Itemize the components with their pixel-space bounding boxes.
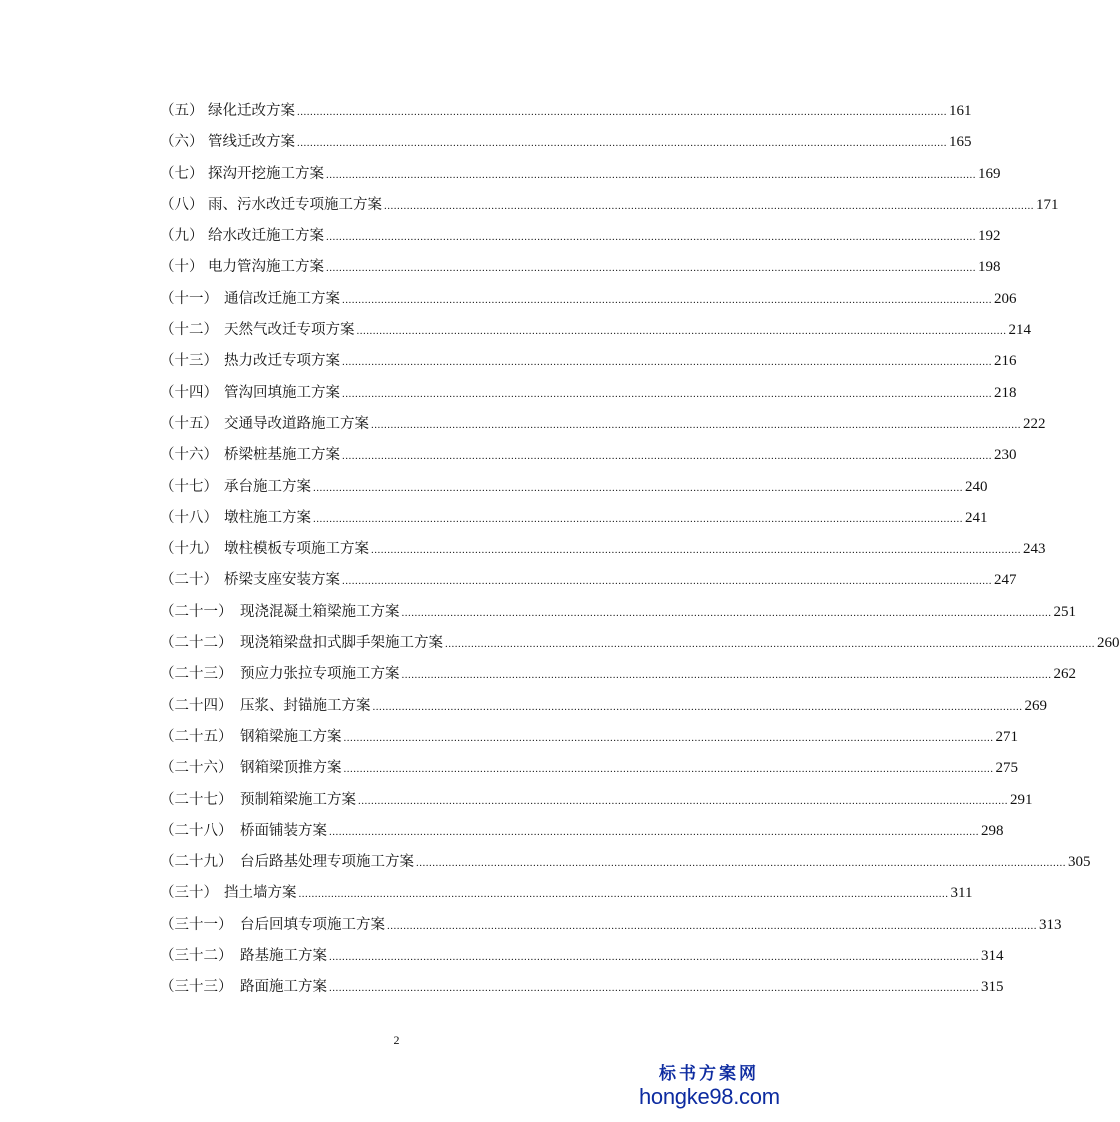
toc-entry[interactable]	[160, 472, 988, 503]
toc-entry-number: （三十）	[160, 885, 218, 902]
toc-entry[interactable]	[160, 346, 1017, 377]
toc-entry-page: 222	[1023, 415, 1046, 432]
toc-entry-number: （八）	[160, 196, 204, 213]
toc-dot-leader: ........................................................................................................................................................................................................	[298, 888, 949, 901]
toc-entry-title: 预应力张拉专项施工方案	[240, 666, 400, 683]
toc-entry-number: （九）	[160, 228, 204, 245]
toc-dot-leader: ........................................................................................................................................................................................................	[342, 387, 992, 400]
toc-entry-page: 240	[965, 478, 988, 495]
toc-entry[interactable]	[160, 628, 1120, 659]
toc-entry-number: （二十一）	[160, 603, 233, 620]
page-number: 2	[393, 1033, 400, 1047]
toc-entry-title: 路面施工方案	[240, 979, 327, 996]
toc-entry-title: 绿化迁改方案	[208, 103, 295, 119]
toc-entry-page: 315	[981, 979, 1004, 996]
toc-entry[interactable]	[160, 252, 1001, 283]
toc-entry-number: （十六）	[160, 447, 218, 464]
toc-entry-title: 探沟开挖施工方案	[208, 165, 324, 182]
toc-entry[interactable]	[160, 722, 1018, 753]
toc-entry-page: 313	[1039, 916, 1062, 933]
toc-entry[interactable]	[160, 159, 1001, 190]
toc-entry-page: 198	[978, 259, 1001, 276]
toc-entry-title: 管沟回填施工方案	[224, 384, 340, 401]
toc-entry[interactable]	[160, 440, 1017, 471]
toc-entry[interactable]	[160, 284, 1017, 315]
toc-dot-leader: ........................................................................................................................................................................................................	[326, 262, 976, 275]
toc-entry-title: 天然气改迁专项方案	[224, 322, 355, 339]
toc-entry-title: 桥面铺装方案	[240, 822, 327, 839]
toc-entry[interactable]	[160, 753, 1018, 784]
toc-entry-number: （七）	[160, 165, 204, 182]
toc-entry-title: 台后路基处理专项施工方案	[240, 854, 414, 871]
toc-dot-leader: ........................................................................................................................................................................................................	[343, 763, 994, 776]
toc-entry-title: 桥梁桩基施工方案	[224, 447, 340, 464]
table-of-contents	[160, 96, 1120, 1004]
toc-entry-page: 230	[994, 447, 1017, 464]
toc-entry-title: 路基施工方案	[240, 948, 327, 965]
watermark-title: 标书方案网	[659, 1064, 759, 1084]
toc-entry-number: （三十三）	[160, 979, 233, 996]
toc-entry[interactable]	[160, 941, 1004, 972]
toc-entry[interactable]	[160, 659, 1076, 690]
toc-entry-page: 165	[949, 134, 972, 151]
toc-entry-number: （十九）	[160, 541, 218, 558]
watermark-logo	[639, 1064, 779, 1110]
toc-entry[interactable]	[160, 910, 1062, 941]
toc-entry-number: （十一）	[160, 290, 218, 307]
toc-entry-title: 台后回填专项施工方案	[240, 916, 385, 933]
toc-entry-number: （二十三）	[160, 666, 233, 683]
toc-entry[interactable]	[160, 503, 988, 534]
toc-entry-page: 262	[1053, 666, 1076, 683]
toc-entry-page: 305	[1068, 854, 1091, 871]
toc-entry-page: 171	[1036, 196, 1059, 213]
toc-entry-title: 钢箱梁施工方案	[240, 728, 342, 745]
toc-entry-number: （十七）	[160, 478, 218, 495]
toc-dot-leader: ........................................................................................................................................................................................................	[358, 794, 1008, 807]
toc-dot-leader: ........................................................................................................................................................................................................	[329, 951, 979, 964]
toc-entry-number: （五）	[160, 103, 204, 119]
toc-entry-title: 管线迁改方案	[208, 134, 295, 151]
toc-entry-page: 169	[978, 165, 1001, 182]
toc-entry-number: （六）	[160, 134, 204, 151]
toc-entry-title: 热力改迁专项方案	[224, 353, 340, 370]
toc-entry-title: 压浆、封锚施工方案	[240, 697, 371, 714]
toc-entry-number: （二十九）	[160, 854, 233, 871]
toc-dot-leader: ........................................................................................................................................................................................................	[313, 481, 963, 494]
toc-dot-leader: ........................................................................................................................................................................................................	[342, 575, 992, 588]
toc-entry-number: （二十八）	[160, 822, 233, 839]
toc-dot-leader: ........................................................................................................................................................................................................	[342, 450, 992, 463]
toc-entry[interactable]	[160, 315, 1031, 346]
toc-dot-leader: ........................................................................................................................................................................................................	[313, 512, 963, 525]
toc-entry-page: 192	[978, 228, 1001, 245]
toc-dot-leader: ........................................................................................................................................................................................................	[384, 199, 1034, 212]
toc-entry-number: （二十二）	[160, 635, 233, 652]
toc-entry-title: 给水改迁施工方案	[208, 228, 324, 245]
toc-entry-page: 251	[1053, 603, 1076, 620]
toc-dot-leader: ........................................................................................................................................................................................................	[387, 919, 1037, 932]
toc-entry[interactable]	[160, 847, 1091, 878]
toc-entry-page: 206	[994, 290, 1017, 307]
toc-entry-title: 现浇箱梁盘扣式脚手架施工方案	[240, 635, 443, 652]
toc-entry-page: 218	[994, 384, 1017, 401]
toc-entry-number: （二十四）	[160, 697, 233, 714]
toc-entry-title: 承台施工方案	[224, 478, 311, 495]
watermark-url: hongke98.com	[639, 1084, 780, 1109]
toc-entry-number: （十二）	[160, 322, 218, 339]
toc-entry[interactable]	[160, 378, 1017, 409]
toc-entry-number: （三十二）	[160, 948, 233, 965]
toc-entry-number: （二十五）	[160, 728, 233, 745]
toc-entry-page: 241	[965, 509, 988, 526]
toc-entry-page: 291	[1010, 791, 1033, 808]
toc-entry-page: 275	[995, 760, 1018, 777]
toc-entry-page: 269	[1024, 697, 1047, 714]
toc-dot-leader: ........................................................................................................................................................................................................	[326, 231, 976, 244]
toc-dot-leader: ........................................................................................................................................................................................................	[401, 669, 1052, 682]
toc-entry-page: 314	[981, 948, 1004, 965]
toc-entry[interactable]	[160, 127, 972, 158]
toc-entry-title: 现浇混凝土箱梁施工方案	[240, 603, 400, 620]
toc-entry[interactable]	[160, 785, 1033, 816]
toc-entry-number: （二十七）	[160, 791, 233, 808]
toc-entry[interactable]	[160, 597, 1076, 628]
toc-entry[interactable]	[160, 409, 1046, 440]
toc-dot-leader: ........................................................................................................................................................................................................	[329, 982, 979, 995]
toc-entry-number: （二十）	[160, 572, 218, 589]
toc-dot-leader: ........................................................................................................................................................................................................	[356, 325, 1007, 338]
toc-dot-leader: ........................................................................................................................................................................................................	[343, 731, 994, 744]
toc-dot-leader: ........................................................................................................................................................................................................	[342, 293, 992, 306]
toc-entry-title: 桥梁支座安装方案	[224, 572, 340, 589]
toc-entry[interactable]	[160, 972, 1004, 1003]
toc-entry-title: 电力管沟施工方案	[208, 259, 324, 276]
toc-entry-title: 通信改迁施工方案	[224, 290, 340, 307]
toc-entry-number: （三十一）	[160, 916, 233, 933]
toc-entry[interactable]	[160, 816, 1004, 847]
toc-entry-number: （十）	[160, 259, 204, 276]
toc-entry-page: 311	[950, 885, 973, 902]
toc-entry-page: 216	[994, 353, 1017, 370]
toc-dot-leader: ........................................................................................................................................................................................................	[445, 638, 1095, 651]
toc-dot-leader: ........................................................................................................................................................................................................	[401, 606, 1052, 619]
toc-entry-page: 271	[995, 728, 1018, 745]
toc-entry-title: 墩柱模板专项施工方案	[224, 541, 369, 558]
toc-entry-title: 交通导改道路施工方案	[224, 415, 369, 432]
toc-entry-number: （二十六）	[160, 760, 233, 777]
toc-dot-leader: ........................................................................................................................................................................................................	[326, 168, 976, 181]
toc-entry-page: 298	[981, 822, 1004, 839]
toc-entry[interactable]	[160, 565, 1017, 596]
toc-dot-leader: ........................................................................................................................................................................................................	[371, 544, 1021, 557]
toc-entry-page: 161	[949, 103, 972, 119]
toc-entry[interactable]	[160, 878, 973, 909]
toc-dot-leader: ........................................................................................................................................................................................................	[329, 825, 979, 838]
toc-entry-number: （十三）	[160, 353, 218, 370]
toc-entry-number: （十五）	[160, 415, 218, 432]
toc-entry-title: 钢箱梁顶推方案	[240, 760, 342, 777]
toc-dot-leader: ........................................................................................................................................................................................................	[297, 106, 947, 118]
toc-dot-leader: ........................................................................................................................................................................................................	[371, 418, 1021, 431]
toc-entry[interactable]	[160, 221, 1001, 252]
toc-entry-page: 260	[1097, 635, 1120, 652]
toc-entry-number: （十八）	[160, 509, 218, 526]
toc-entry-title: 墩柱施工方案	[224, 509, 311, 526]
toc-entry-title: 挡土墙方案	[224, 885, 297, 902]
toc-entry[interactable]	[160, 190, 1059, 221]
toc-entry-title: 雨、污水改迁专项施工方案	[208, 196, 382, 213]
toc-dot-leader: ........................................................................................................................................................................................................	[372, 700, 1023, 713]
toc-dot-leader: ........................................................................................................................................................................................................	[416, 857, 1066, 870]
toc-entry-page: 247	[994, 572, 1017, 589]
toc-entry-title: 预制箱梁施工方案	[240, 791, 356, 808]
toc-entry-number: （十四）	[160, 384, 218, 401]
toc-entry-page: 243	[1023, 541, 1046, 558]
toc-entry[interactable]	[160, 534, 1046, 565]
toc-entry[interactable]	[160, 96, 972, 127]
toc-dot-leader: ........................................................................................................................................................................................................	[342, 356, 992, 369]
toc-entry-page: 214	[1008, 322, 1031, 339]
toc-entry[interactable]	[160, 691, 1047, 722]
toc-dot-leader: ........................................................................................................................................................................................................	[297, 137, 947, 150]
